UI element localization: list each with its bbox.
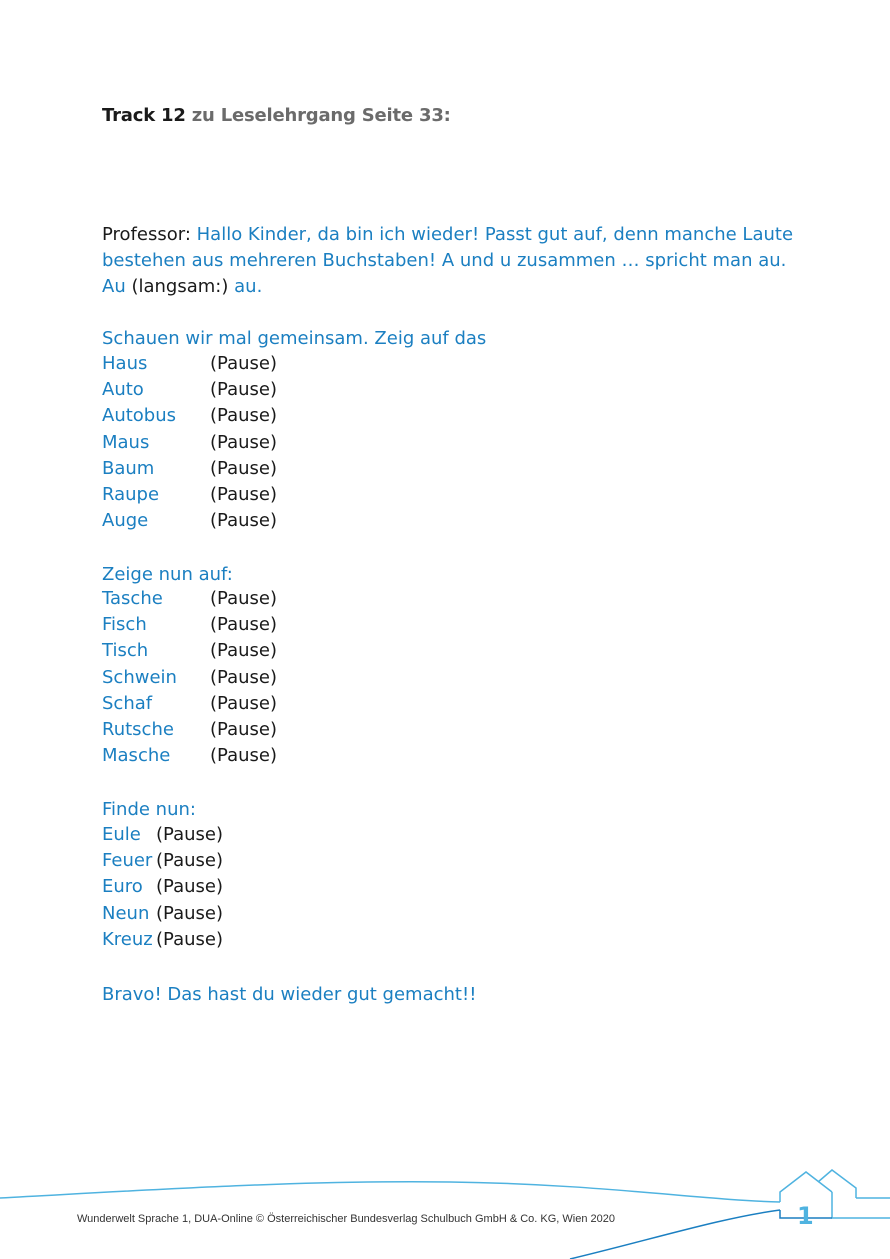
intro-line-1 [102,222,793,248]
list-item-word: Tisch [102,640,149,662]
list-item-pause: (Pause) [156,928,223,950]
list-item-word: Feuer [102,850,153,872]
list-item-word: Maus [102,431,150,453]
speaker-label: Professor: [102,224,191,245]
list-item-word: Auge [102,510,149,532]
intro-text-1: Hallo Kinder, da bin ich wieder! Passt gut auf, denn manche Laute [196,224,794,245]
list-item-pause: (Pause) [210,379,277,401]
section2-title: Zeige nun auf: [102,564,233,585]
list-item-pause: (Pause) [210,405,277,427]
track-reference: zu Leselehrgang Seite 33: [191,105,451,126]
list-item-word: Rutsche [102,719,174,740]
list-item-pause: (Pause) [210,692,277,714]
list-item-word: Baum [102,457,155,479]
section1-title: Schauen wir mal gemeinsam. Zeig auf das [102,328,487,349]
footer-credit: Wunderwelt Sprache 1, DUA-Online © Österreichischer Bundesverlag Schulbuch GmbH & Co. KG, Wien 2020 [77,1213,615,1225]
list-item-word: Autobus [102,405,177,427]
section3-title: Finde nun: [102,799,196,820]
intro-line-3 [102,274,262,300]
list-item-pause: (Pause) [210,353,277,374]
intro-word-au: Au [102,276,126,297]
list-item-word: Auto [102,379,144,401]
list-item-word: Euro [102,876,143,898]
list-item-word: Fisch [102,614,147,636]
list-item-pause: (Pause) [156,824,223,845]
page-number: 1 [797,1202,814,1230]
list-item-word: Schwein [102,666,177,688]
list-item-word: Schaf [102,692,153,714]
list-item-pause: (Pause) [210,614,277,636]
list-item-pause: (Pause) [210,588,277,609]
list-item-word: Haus [102,353,148,374]
list-item-pause: (Pause) [210,719,277,740]
intro-note: (langsam:) [131,276,229,297]
intro-line-2: bestehen aus mehreren Buchstaben! A und u zusammen … spricht man au. [102,250,787,271]
intro-end: au. [234,276,263,297]
page-title [102,105,451,126]
list-item-pause: (Pause) [210,745,277,767]
closing-text: Bravo! Das hast du wieder gut gemacht!! [102,984,477,1005]
list-item-word: Masche [102,745,171,767]
footer-wave-decoration [0,1150,890,1259]
list-item-pause: (Pause) [156,876,223,898]
list-item-pause: (Pause) [210,457,277,479]
list-item-word: Raupe [102,484,160,505]
list-item-pause: (Pause) [210,640,277,662]
track-label: Track 12 [102,105,186,126]
list-item-word: Neun [102,902,150,924]
list-item-pause: (Pause) [210,666,277,688]
list-item-pause: (Pause) [210,431,277,453]
list-item-pause: (Pause) [156,850,223,872]
list-item-pause: (Pause) [156,902,223,924]
list-item-pause: (Pause) [210,484,277,505]
list-item-word: Eule [102,824,141,845]
list-item-word: Tasche [102,588,163,609]
list-item-pause: (Pause) [210,510,277,532]
list-item-word: Kreuz [102,928,153,950]
